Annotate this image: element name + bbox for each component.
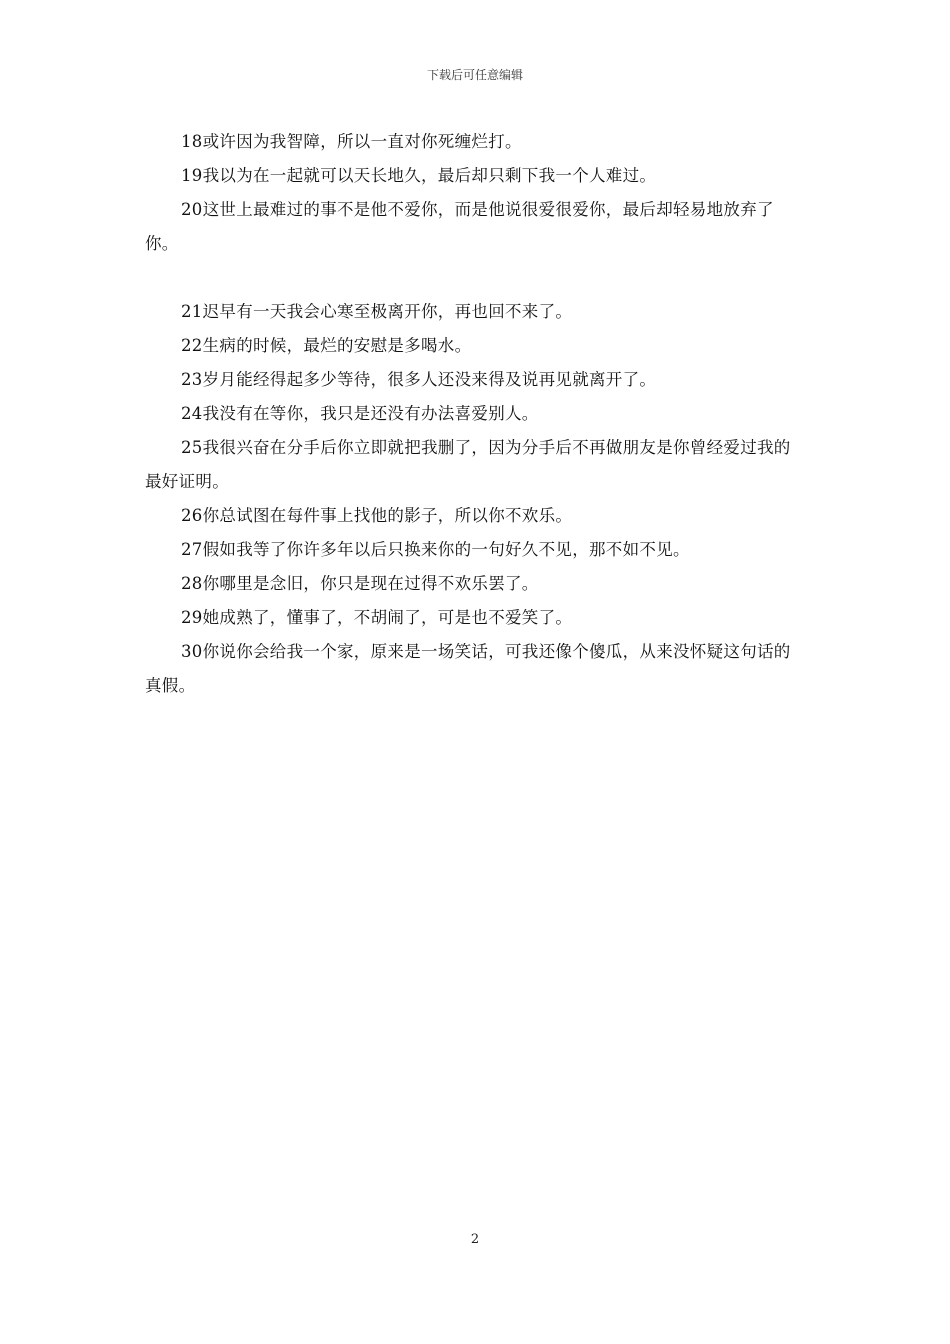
paragraph-22: 22生病的时候，最烂的安慰是多喝水。 <box>181 336 472 355</box>
paragraph-30: 30你说你会给我一个家，原来是一场笑话，可我还像个傻瓜，从来没怀疑这句话的真假。 <box>145 642 791 695</box>
page-header: 下载后可任意编辑 <box>426 68 523 82</box>
document-body <box>145 125 807 703</box>
paragraph-28: 28你哪里是念旧，你只是现在过得不欢乐罢了。 <box>181 574 539 593</box>
paragraph-23: 23岁月能经得起多少等待，很多人还没来得及说再见就离开了。 <box>181 370 657 389</box>
paragraph-29: 29她成熟了，懂事了，不胡闹了，可是也不爱笑了。 <box>181 608 573 627</box>
paragraph-24: 24我没有在等你，我只是还没有办法喜爱别人。 <box>181 404 539 423</box>
paragraph-27: 27假如我等了你许多年以后只换来你的一句好久不见，那不如不见。 <box>181 540 690 559</box>
paragraph-21: 21迟早有一天我会心寒至极离开你，再也回不来了。 <box>181 302 573 321</box>
paragraph-spacer <box>145 261 807 295</box>
paragraph-25: 25我很兴奋在分手后你立即就把我删了，因为分手后不再做朋友是你曾经爱过我的最好证明。 <box>145 438 791 491</box>
paragraph-26: 26你总试图在每件事上找他的影子，所以你不欢乐。 <box>181 506 573 525</box>
page-number: 2 <box>470 1232 480 1247</box>
paragraph-19: 19我以为在一起就可以天长地久，最后却只剩下我一个人难过。 <box>181 166 657 185</box>
paragraph-20: 20这世上最难过的事不是他不爱你，而是他说很爱很爱你，最后却轻易地放弃了你。 <box>145 200 774 253</box>
paragraph-18: 18或许因为我智障，所以一直对你死缠烂打。 <box>181 132 522 151</box>
